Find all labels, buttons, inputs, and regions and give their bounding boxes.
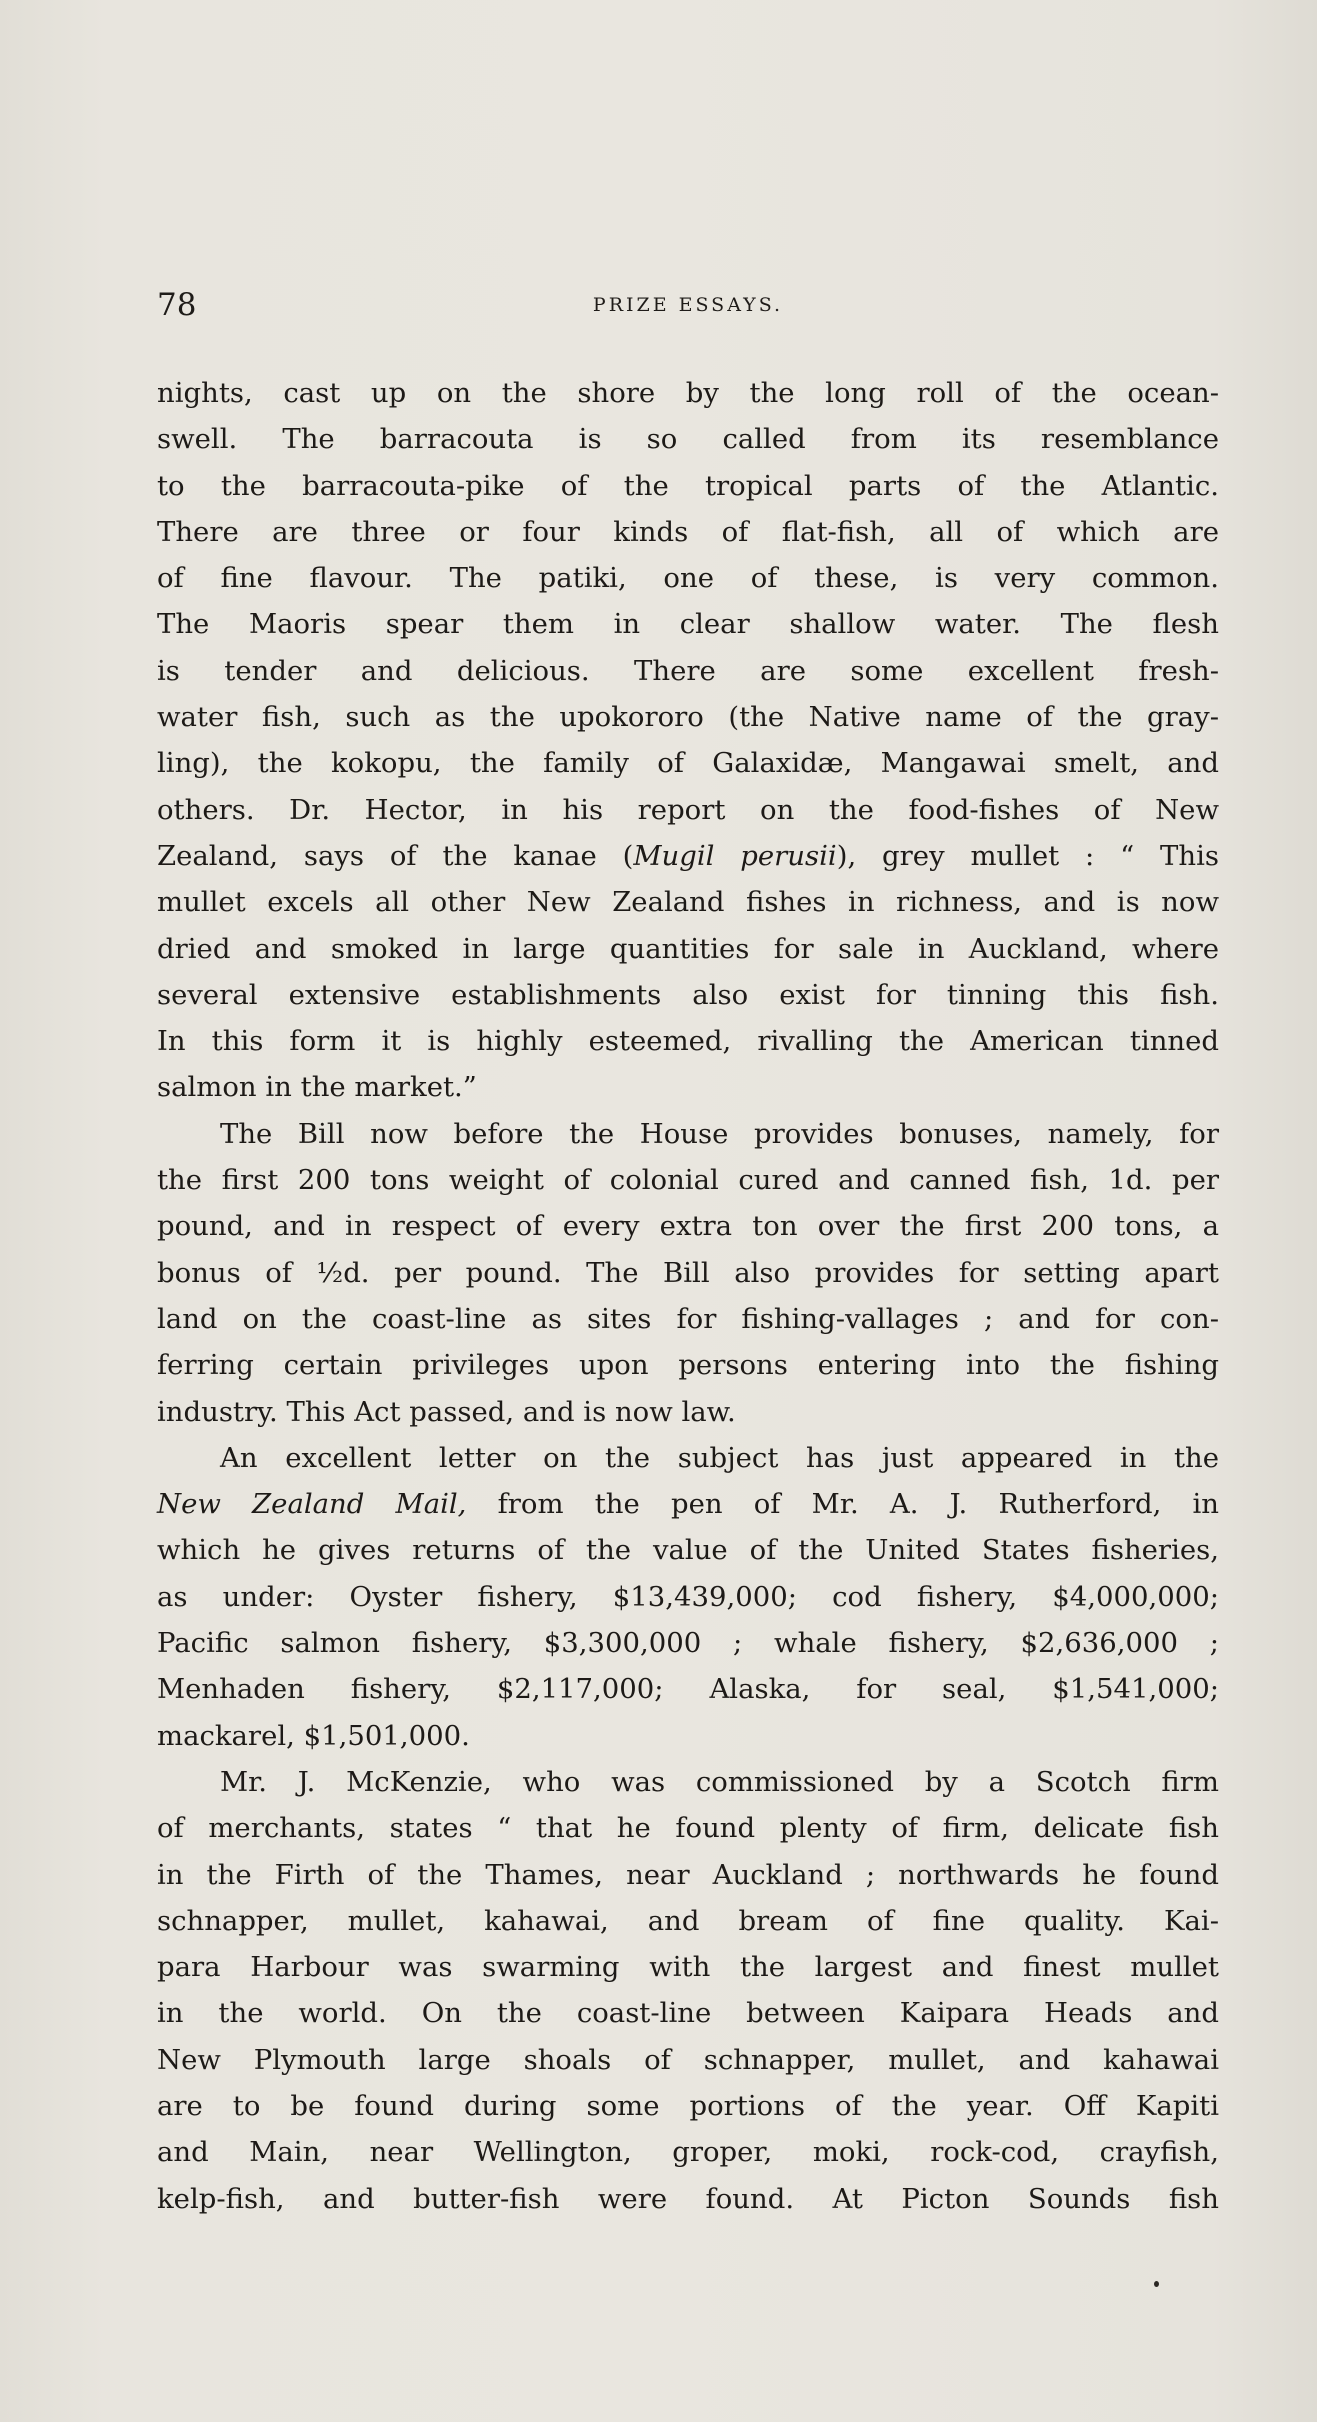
text-run: ), grey mullet : “ This — [836, 839, 1220, 872]
text-line: water fish, such as the upokororo (the Native name of the gray- — [157, 701, 1219, 734]
paragraph-first-line: An excellent letter on the subject has just appeared in the — [220, 1441, 1219, 1474]
paragraph-first-line: The Bill now before the House provides bonuses, namely, for — [220, 1117, 1219, 1150]
text-line: kelp-fish, and butter-fish were found. At Picton Sounds fish — [157, 2182, 1219, 2215]
text-line: in the Firth of the Thames, near Auckland ; northwards he found — [157, 1858, 1219, 1891]
text-run: from the pen of Mr. A. J. Rutherford, in — [466, 1488, 1220, 1521]
text-line: the first 200 tons weight of colonial cured and canned fish, 1d. per — [157, 1164, 1219, 1197]
text-line — [157, 1481, 1219, 1527]
text-line: bonus of ½d. per pound. The Bill also provides for setting apart — [157, 1256, 1219, 1289]
body-text — [157, 370, 1219, 2222]
text-line: land on the coast-line as sites for fishing-vallages ; and for con- — [157, 1302, 1219, 1335]
text-line — [157, 833, 1219, 879]
text-line: Menhaden fishery, $2,117,000; Alaska, for seal, $1,541,000; — [157, 1673, 1219, 1706]
text-line: of merchants, states “ that he found plenty of firm, delicate fish — [157, 1812, 1219, 1845]
text-line: nights, cast up on the shore by the long roll of the ocean- — [157, 377, 1219, 409]
text-line: dried and smoked in large quantities for sale in Auckland, where — [157, 932, 1219, 965]
text-line: which he gives returns of the value of the United States fisheries, — [157, 1534, 1219, 1567]
text-line: In this form it is highly esteemed, rivalling the American tinned — [157, 1025, 1219, 1058]
text-line: mullet excels all other New Zealand fishes in richness, and is now — [157, 886, 1219, 919]
text-line: as under: Oyster fishery, $13,439,000; cod fishery, $4,000,000; — [157, 1580, 1219, 1613]
text-line: mackarel, $1,501,000. — [157, 1719, 470, 1752]
text-line: pound, and in respect of every extra ton over the first 200 tons, a — [157, 1210, 1219, 1243]
text-line: New Plymouth large shoals of schnapper, mullet, and kahawai — [157, 2043, 1219, 2076]
page-number: 78 — [157, 287, 197, 323]
text-line: industry. This Act passed, and is now law. — [157, 1395, 736, 1428]
text-line: others. Dr. Hector, in his report on the food-fishes of New — [157, 793, 1219, 826]
text-line: ferring certain privileges upon persons entering into the fishing — [157, 1349, 1219, 1382]
running-title: PRIZE ESSAYS. — [592, 294, 784, 316]
text-line: are to be found during some portions of the year. Off Kapiti — [157, 2089, 1219, 2122]
text-line: of fine flavour. The patiki, one of these, is very common. — [157, 562, 1219, 595]
text-line: salmon in the market.” — [157, 1071, 477, 1104]
text-line: schnapper, mullet, kahawai, and bream of fine quality. Kai- — [157, 1904, 1219, 1937]
text-line: and Main, near Wellington, groper, moki, rock-cod, crayfish, — [157, 2136, 1219, 2169]
text-line: ling), the kokopu, the family of Galaxidæ, Mangawai smelt, and — [157, 747, 1219, 780]
italic-species-name: Mugil perusii — [633, 839, 837, 872]
ink-speck — [1154, 2281, 1159, 2287]
text-line: is tender and delicious. There are some excellent fresh- — [157, 654, 1219, 687]
text-line: in the world. On the coast-line between Kaipara Heads and — [157, 1997, 1219, 2030]
text-line: swell. The barracouta is so called from its resemblance — [157, 423, 1219, 456]
text-run: Zealand, says of the kanae ( — [157, 839, 634, 872]
running-head — [157, 284, 1219, 326]
text-line: para Harbour was swarming with the largest and finest mullet — [157, 1951, 1219, 1984]
text-line: The Maoris spear them in clear shallow water. The flesh — [157, 608, 1219, 641]
text-line: Pacific salmon fishery, $3,300,000 ; whale fishery, $2,636,000 ; — [157, 1627, 1219, 1660]
text-line: There are three or four kinds of flat-fish, all of which are — [157, 515, 1219, 548]
text-line: several extensive establishments also exist for tinning this fish. — [157, 978, 1219, 1011]
paragraph-first-line: Mr. J. McKenzie, who was commissioned by a Scotch firm — [220, 1765, 1219, 1798]
italic-newspaper-title: New Zealand Mail, — [157, 1488, 467, 1521]
text-line: to the barracouta-pike of the tropical parts of the Atlantic. — [157, 469, 1219, 502]
